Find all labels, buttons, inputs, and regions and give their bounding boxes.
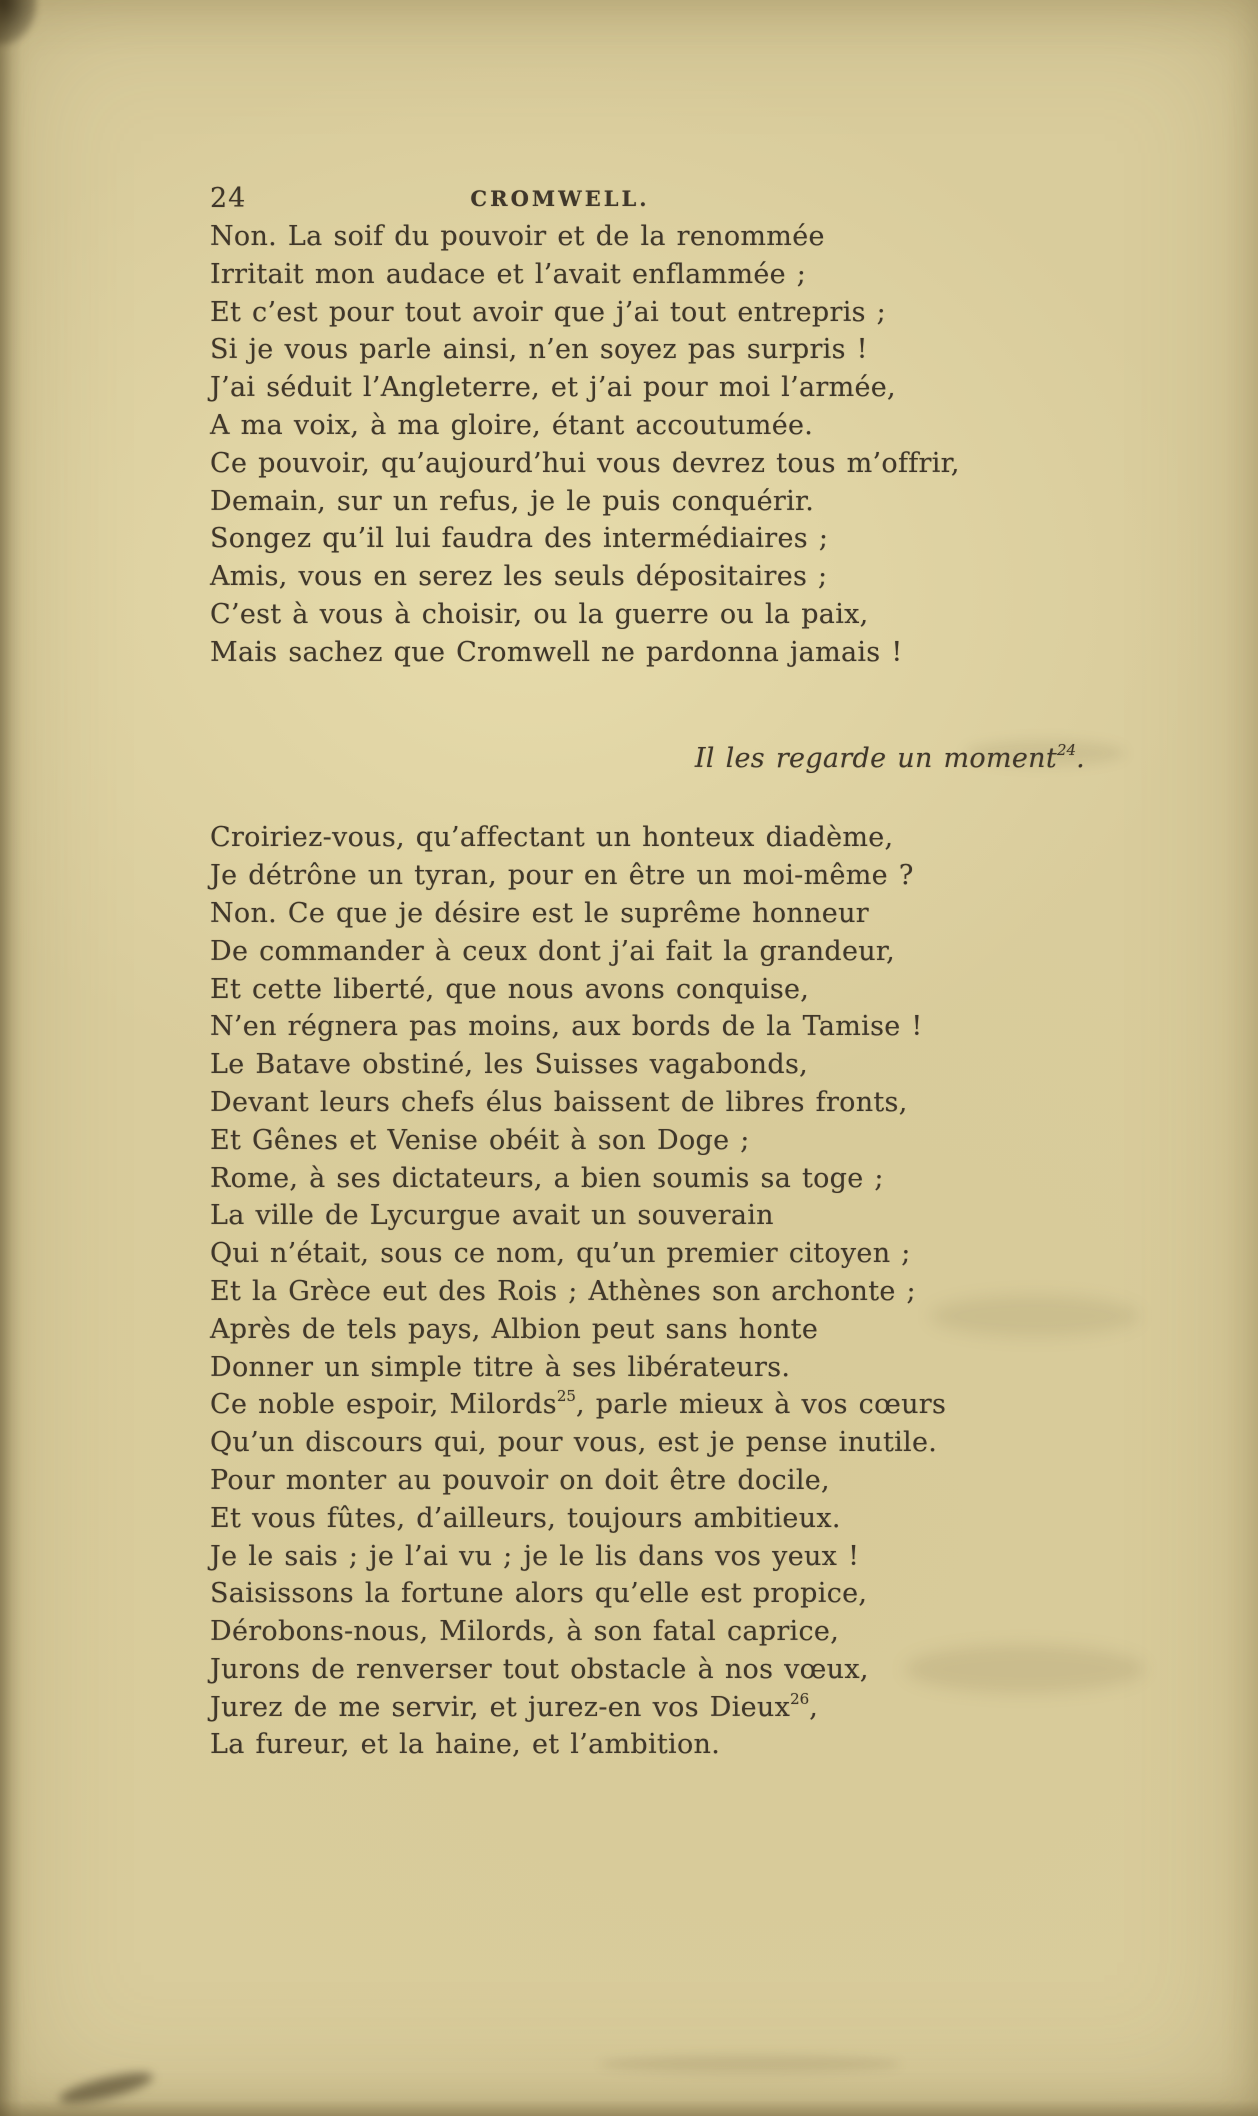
poem-line: Non. Ce que je désire est le suprême honneur [210,897,869,929]
stage-direction: Il les regarde un moment$^{24}$. [694,740,1085,774]
poem-line: Dérobons-nous, Milords, à son fatal caprice, [210,1616,840,1648]
footnote-reference: 24 [1057,740,1077,759]
page-number: 24 [210,183,247,214]
poem-text [210,218,1085,1764]
page-gutter-shadow [0,0,22,2116]
poem-line: De commander à ceux dont j’ai fait la grandeur, [210,935,896,967]
footnote-reference: 26 [790,1689,810,1708]
poem-line: A ma voix, à ma gloire, étant accoutumée. [210,409,814,441]
poem-line: Je détrône un tyran, pour en être un moi-même ? [210,860,914,892]
page-header [210,180,910,220]
scan-stain-bottom-left [57,2067,155,2110]
footnote-reference: 25 [556,1387,576,1406]
poem-line: Et la Grèce eut des Rois ; Athènes son archonte ; [210,1275,916,1307]
poem-line: Donner un simple titre à ses libérateurs. [210,1351,791,1383]
poem-line: Ce pouvoir, qu’aujourd’hui vous devrez tous m’offrir, [210,447,960,479]
poem-line: C’est à vous à choisir, ou la guerre ou la paix, [210,598,869,630]
running-title: CROMWELL. [470,186,650,211]
poem-line: Devant leurs chefs élus baissent de libres fronts, [210,1086,908,1118]
page-edge-shadow [0,2100,1258,2116]
poem-line: Qui n’était, sous ce nom, qu’un premier citoyen ; [210,1238,911,1270]
poem-line: Et vous fûtes, d’ailleurs, toujours ambitieux. [210,1502,841,1534]
poem-line: Jurez de me servir, et jurez-en vos Dieux$^{26}$, [210,1689,819,1723]
poem-line: Amis, vous en serez les seuls dépositaires ; [210,561,828,593]
poem-line: Je le sais ; je l’ai vu ; je le lis dans vos yeux ! [210,1540,860,1572]
poem-line: Irritait mon audace et l’avait enflammée ; [210,258,807,290]
poem-line: Non. La soif du pouvoir et de la renommée [210,221,825,252]
poem-line: Qu’un discours qui, pour vous, est je pense inutile. [210,1427,938,1459]
poem-line: Si je vous parle ainsi, n’en soyez pas surpris ! [210,334,868,366]
poem-line: Après de tels pays, Albion peut sans honte [210,1313,819,1345]
poem-line: Mais sachez que Cromwell ne pardonna jamais ! [210,636,903,668]
scan-stain-top-left [0,0,38,46]
poem-line: Ce noble espoir, Milords$^{25}$, parle mieux à vos cœurs [210,1387,947,1421]
poem-line: Croiriez-vous, qu’affectant un honteux diadème, [210,822,894,854]
poem-line: Le Batave obstiné, les Suisses vagabonds, [210,1049,808,1081]
poem-line: La ville de Lycurgue avait un souverain [210,1200,774,1232]
poem-line: Et Gênes et Venise obéit à son Doge ; [210,1124,750,1156]
poem-line: La fureur, et la haine, et l’ambition. [210,1729,721,1761]
poem-line: Songez qu’il lui faudra des intermédiaires ; [210,523,829,555]
poem-line: J’ai séduit l’Angleterre, et j’ai pour moi l’armée, [210,372,896,404]
poem-line: Saisissons la fortune alors qu’elle est propice, [210,1578,868,1610]
poem-line: Jurons de renverser tout obstacle à nos vœux, [210,1653,869,1685]
poem-line: Rome, à ses dictateurs, a bien soumis sa toge ; [210,1162,884,1194]
poem-line: N’en régnera pas moins, aux bords de la Tamise ! [210,1011,923,1043]
poem-line: Pour monter au pouvoir on doit être docile, [210,1464,830,1496]
scan-smudge [600,2055,900,2073]
stanza-1 [210,218,970,672]
stanza-2 [210,819,970,1764]
poem-line: Demain, sur un refus, je le puis conquérir. [210,485,815,517]
poem-line: Et c’est pour tout avoir que j’ai tout entrepris ; [210,296,887,328]
poem-line: Et cette liberté, que nous avons conquise, [210,973,810,1005]
